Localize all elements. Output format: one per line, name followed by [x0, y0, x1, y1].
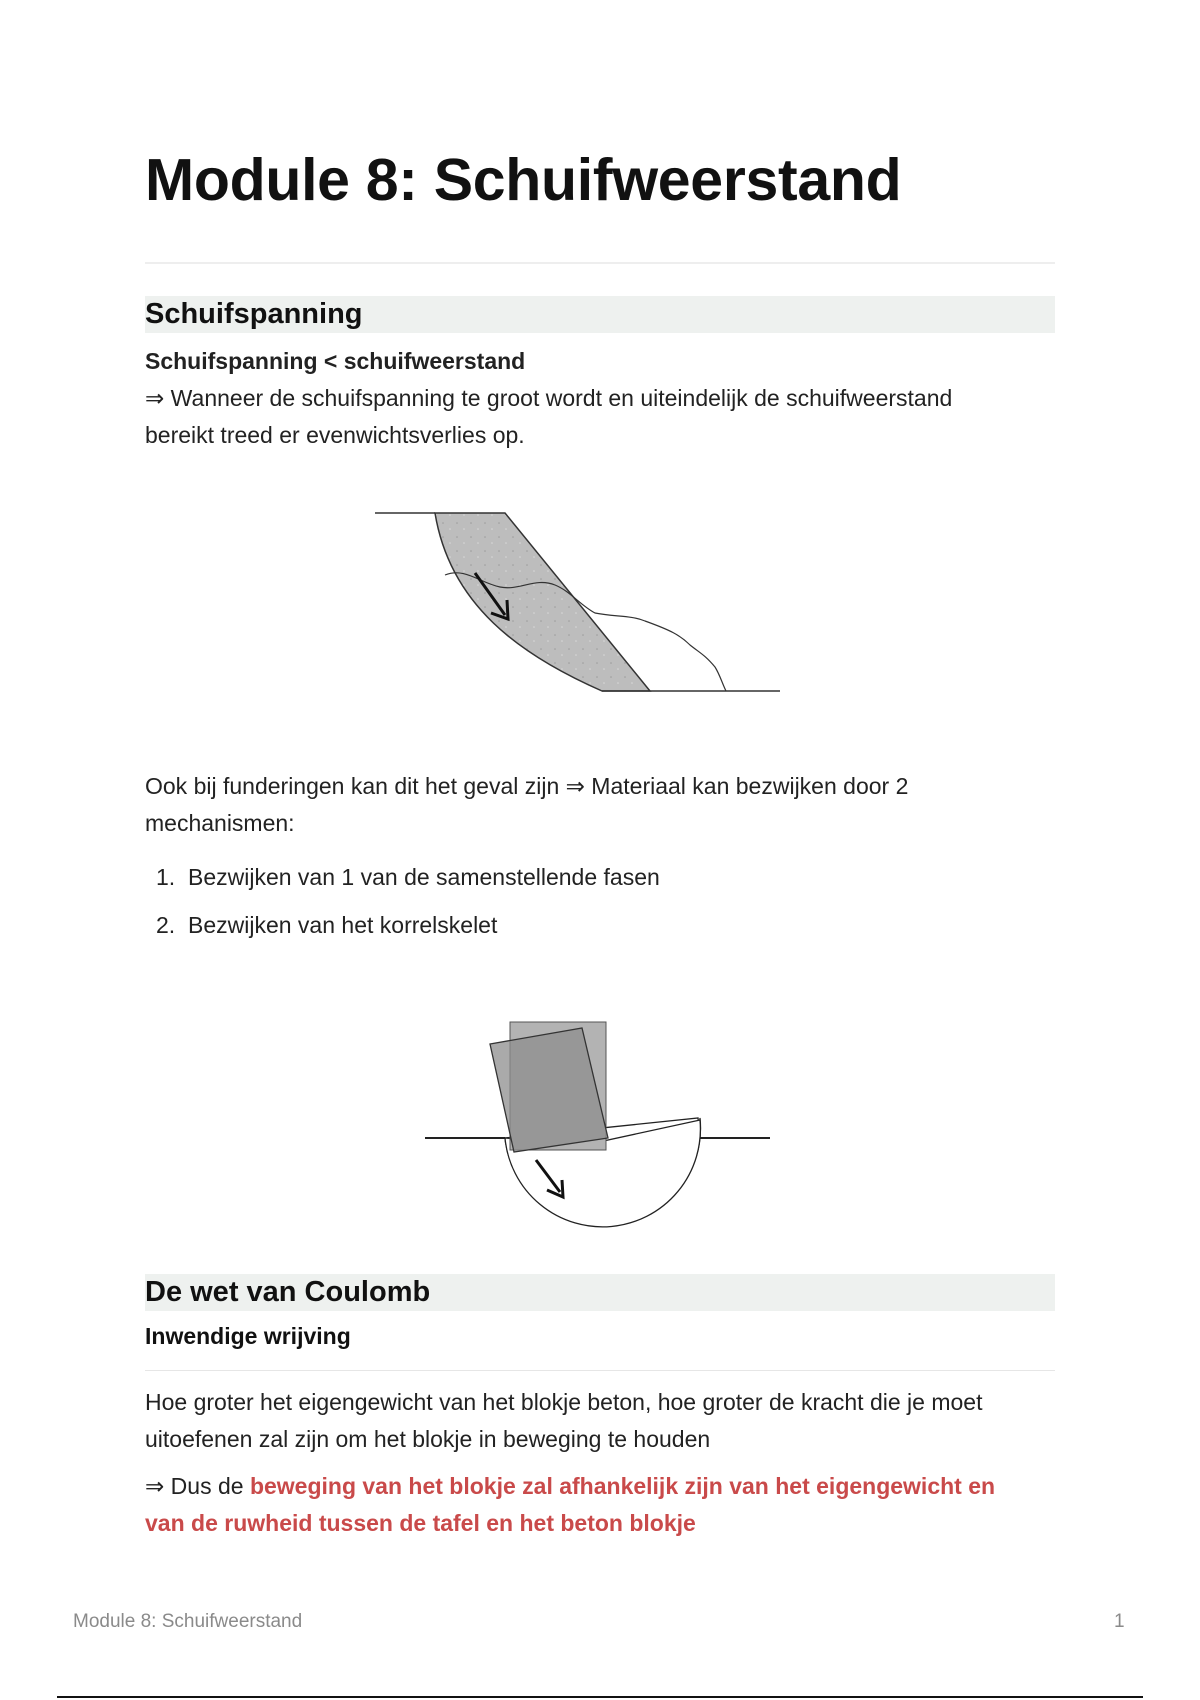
title-divider — [145, 262, 1055, 264]
list-item-text: Bezwijken van het korrelskelet — [188, 912, 498, 938]
sliding-soil-mass — [435, 513, 650, 691]
conclusion-highlight-line-2: van de ruwheid tussen de tafel en het beton blokje — [145, 1510, 696, 1536]
list-item-number: 2. — [156, 912, 176, 938]
footer-page-number: 1 — [1114, 1611, 1125, 1632]
list-item — [156, 912, 497, 939]
explanation-paragraph — [145, 380, 1055, 454]
conclusion-paragraph — [145, 1468, 1055, 1542]
coulomb-line-1: Hoe groter het eigengewicht van het blokje beton, hoe groter de kracht die je moet — [145, 1389, 983, 1415]
subheading-inwendige-wrijving: Inwendige wrijving — [145, 1323, 351, 1349]
conclusion-highlight-line-1: beweging van het blokje zal afhankelijk zijn van het eigengewicht en — [249, 1473, 996, 1499]
list-item-text: Bezwijken van 1 van de samenstellende fasen — [188, 864, 660, 890]
coulomb-line-2: uitoefenen zal zijn om het blokje in beweging te houden — [145, 1426, 711, 1452]
foundation-line-2: mechanismen: — [145, 810, 295, 836]
conclusion-prefix: Dus de — [164, 1473, 250, 1499]
implies-arrow: ⇒ — [145, 385, 165, 411]
highlight-statement: Schuifspanning < schuifweerstand — [145, 348, 526, 374]
foundation-failure-figure — [410, 1010, 790, 1250]
subheading-divider — [145, 1370, 1055, 1371]
coulomb-paragraph — [145, 1384, 1055, 1458]
explanation-line-2: bereikt treed er evenwichtsverlies op. — [145, 422, 525, 448]
slope-failure-figure — [370, 505, 790, 705]
footer-title: Module 8: Schuifweerstand — [73, 1611, 303, 1632]
list-item-number: 1. — [156, 864, 176, 890]
explanation-line-1: Wanneer de schuifspanning te groot wordt en uiteindelijk de schuifweerstand — [164, 385, 953, 411]
section-heading-schuifspanning: Schuifspanning — [145, 296, 1055, 333]
implies-arrow: ⇒ — [145, 1473, 165, 1499]
page-title: Module 8: Schuifweerstand — [145, 147, 902, 213]
foundation-paragraph — [145, 768, 1055, 842]
section-heading-coulomb: De wet van Coulomb — [145, 1274, 1055, 1311]
foundation-line-1: Ook bij funderingen kan dit het geval zijn ⇒ Materiaal kan bezwijken door 2 — [145, 773, 909, 799]
footer-divider — [57, 1696, 1143, 1698]
list-item — [156, 864, 660, 891]
